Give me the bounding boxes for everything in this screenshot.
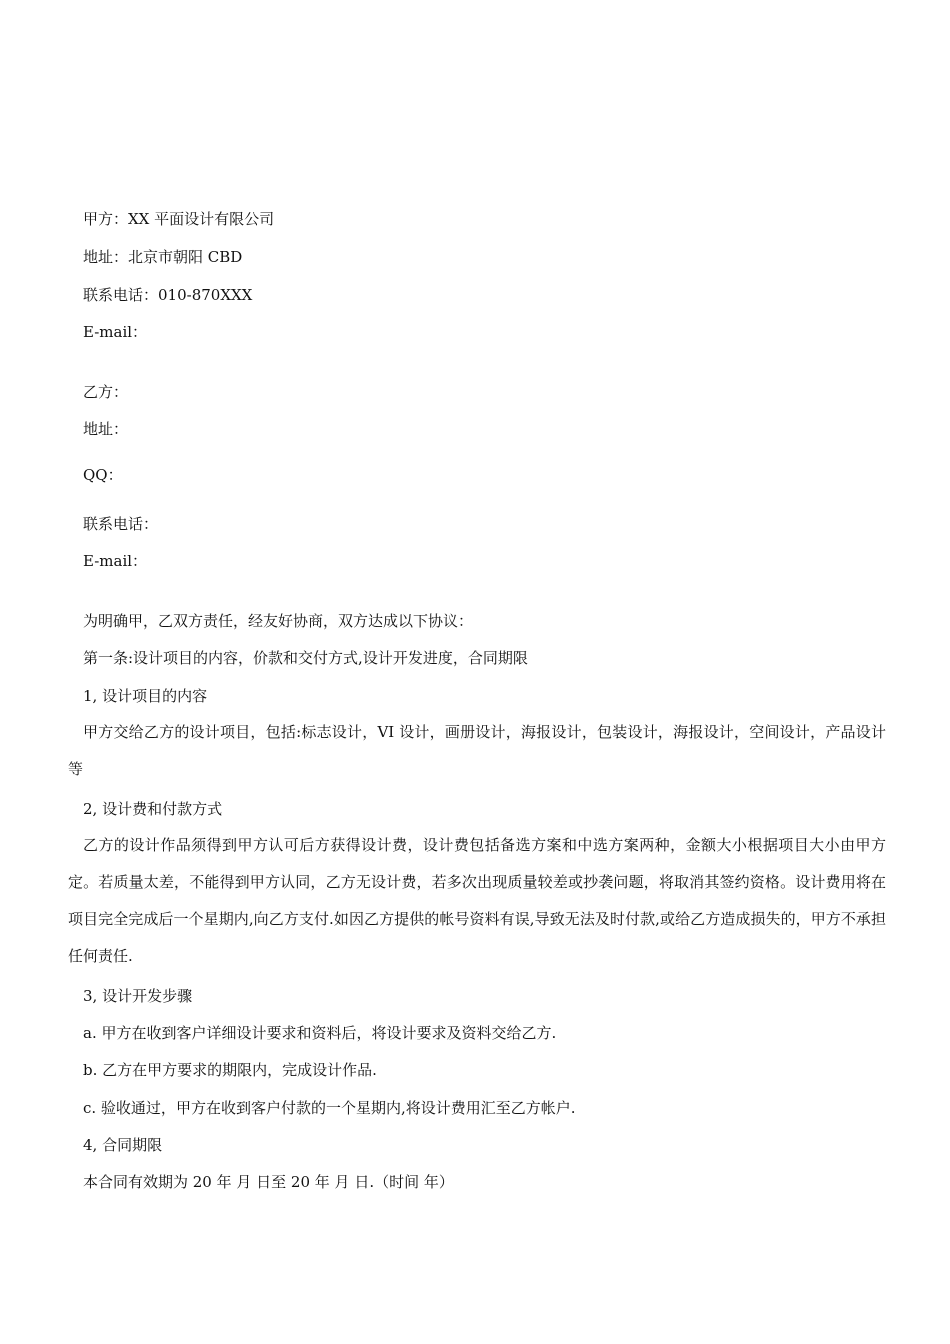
section-2-heading: 2, 设计费和付款方式 [83, 800, 223, 818]
section-3-heading: 3, 设计开发步骤 [83, 987, 193, 1005]
party-b-qq: QQ： [83, 466, 123, 484]
step-b: b. 乙方在甲方要求的期限内，完成设计作品. [83, 1061, 377, 1079]
party-b-phone: 联系电话： [83, 515, 159, 533]
step-c: c. 验收通过，甲方在收到客户付款的一个星期内,将设计费用汇至乙方帐户. [83, 1099, 576, 1117]
party-a-email: E-mail： [83, 323, 148, 341]
party-b-address: 地址： [83, 420, 129, 438]
section-2-body: 乙方的设计作品须得到甲方认可后方获得设计费，设计费包括备选方案和中选方案两种，金额大小根据项目大小由甲方定。若质量太差，不能得到甲方认同，乙方无设计费，若多次出现质量较差或抄袭问题，将取消其签约资格。设计费用将在项目完全完成后一个星期内,向乙方支付.如因乙方提供的帐号资料有误,导致无法及时付款,或给乙方造成损失的，甲方不承担任何责任. [68, 836, 886, 965]
section-1-heading: 1, 设计项目的内容 [83, 687, 208, 705]
party-a-phone: 联系电话：010-870XXX [83, 286, 253, 304]
party-b-email: E-mail： [83, 552, 148, 570]
section-4-body: 本合同有效期为 20 年 月 日至 20 年 月 日.（时间 年） [83, 1173, 454, 1191]
step-a: a. 甲方在收到客户详细设计要求和资料后，将设计要求及资料交给乙方. [83, 1024, 557, 1042]
intro-text: 为明确甲，乙双方责任，经友好协商，双方达成以下协议： [83, 612, 474, 630]
party-a-address: 地址：北京市朝阳 CBD [83, 248, 243, 266]
section-4-heading: 4, 合同期限 [83, 1136, 163, 1154]
party-b-name: 乙方： [83, 383, 129, 401]
party-a-name: 甲方：XX 平面设计有限公司 [83, 210, 275, 228]
article-1-title: 第一条:设计项目的内容，价款和交付方式,设计开发进度，合同期限 [83, 649, 528, 667]
section-1-body: 甲方交给乙方的设计项目，包括:标志设计，VI 设计，画册设计，海报设计，包装设计，海报设计，空间设计，产品设计 等 [68, 723, 886, 778]
